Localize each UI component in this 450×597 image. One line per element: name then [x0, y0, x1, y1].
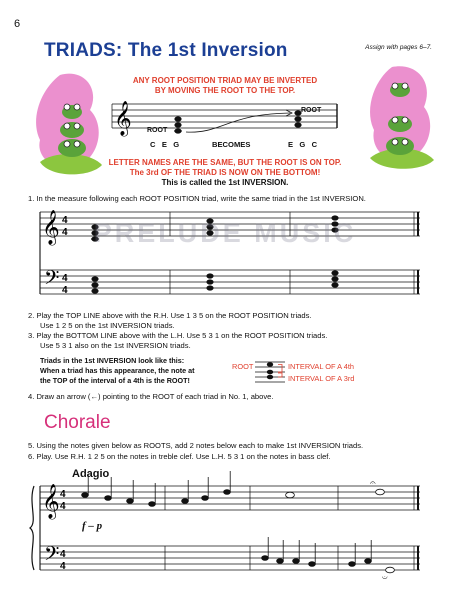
- svg-text:4: 4: [62, 215, 68, 226]
- svg-text:𝄑: 𝄑: [382, 573, 388, 584]
- chorale-grand-staff: [40, 478, 422, 584]
- inversion-box-line-3: the TOP of the interval of a 4th is the ROOT!: [40, 376, 190, 385]
- root-label-right: ROOT: [301, 107, 322, 114]
- interval-4th-label: INTERVAL OF A 4th: [288, 362, 354, 371]
- explanation-line-1: LETTER NAMES ARE THE SAME, BUT THE ROOT IS ON TOP.: [108, 158, 342, 167]
- explanation-line-3: This is called the 1st INVERSION.: [161, 178, 289, 187]
- watermark: PRELUDE MUSIC: [93, 218, 357, 248]
- svg-text:𝄢: 𝄢: [44, 266, 60, 294]
- tempo-marking: Adagio: [72, 468, 110, 480]
- inversion-root-label: ROOT: [232, 362, 254, 371]
- becomes-label: BECOMES: [212, 140, 251, 149]
- svg-text:𝄞: 𝄞: [114, 101, 132, 136]
- svg-text:𝄞: 𝄞: [42, 484, 60, 519]
- inversion-mini-staff: [255, 358, 285, 388]
- svg-text:4: 4: [60, 561, 66, 572]
- svg-text:𝄢: 𝄢: [44, 542, 60, 570]
- svg-text:4: 4: [60, 501, 66, 512]
- svg-text:𝄞: 𝄞: [42, 210, 60, 245]
- svg-text:4: 4: [60, 489, 66, 500]
- instruction-5: 5. Using the notes given below as ROOTS, add 2 notes below each to make 1st INVERSION triads.: [28, 441, 364, 450]
- instruction-3a: 3. Play the BOTTOM LINE above with the L.H. Use 5 3 1 on the ROOT POSITION triads.: [28, 331, 328, 340]
- svg-text:4: 4: [60, 549, 66, 560]
- intro-line-2: BY MOVING THE ROOT TO THE TOP.: [154, 86, 296, 95]
- interval-3rd-label: INTERVAL OF A 3rd: [288, 374, 355, 383]
- chorale-heading: Chorale: [44, 412, 111, 433]
- explanation-line-2: The 3rd OF THE TRIAD IS NOW ON THE BOTTOM!: [129, 168, 321, 177]
- page-title: TRIADS: The 1st Inversion: [44, 40, 288, 61]
- svg-text:𝄐: 𝄐: [370, 478, 376, 489]
- root-label-left: ROOT: [147, 127, 168, 134]
- inversion-box-text: [40, 356, 195, 386]
- svg-text:4: 4: [62, 285, 68, 296]
- instruction-3b: Use 5 3 1 also on the 1st INVERSION triads.: [40, 341, 191, 350]
- page-number: 6: [14, 18, 21, 30]
- svg-text:4: 4: [62, 273, 68, 284]
- notes-left: C E G: [150, 140, 180, 149]
- instruction-1: 1. In the measure following each ROOT POSITION triad, write the same triad in the 1st INVERSION.: [28, 194, 366, 203]
- assign-note: Assign with pages 6–7.: [365, 44, 432, 51]
- instruction-4: 4. Draw an arrow (←) pointing to the ROOT of each triad in No. 1, above.: [28, 392, 274, 401]
- dynamic-marking: f – p: [82, 520, 103, 532]
- instruction-6: 6. Play. Use R.H. 1 2 5 on the notes in treble clef. Use L.H. 5 3 1 on the notes in bass clef.: [28, 452, 331, 461]
- notes-right: E G C: [288, 140, 318, 149]
- svg-text:4: 4: [62, 227, 68, 238]
- instruction-2a: 2. Play the TOP LINE above with the R.H. Use 1 3 5 on the ROOT POSITION triads.: [28, 311, 312, 320]
- intro-line-1: ANY ROOT POSITION TRIAD MAY BE INVERTED: [132, 76, 318, 85]
- inversion-box-line-2: When a triad has this appearance, the note at: [40, 366, 195, 375]
- inversion-box-line-1: Triads in the 1st INVERSION look like this:: [40, 356, 185, 365]
- instruction-2b: Use 1 2 5 on the 1st INVERSION triads.: [40, 321, 175, 330]
